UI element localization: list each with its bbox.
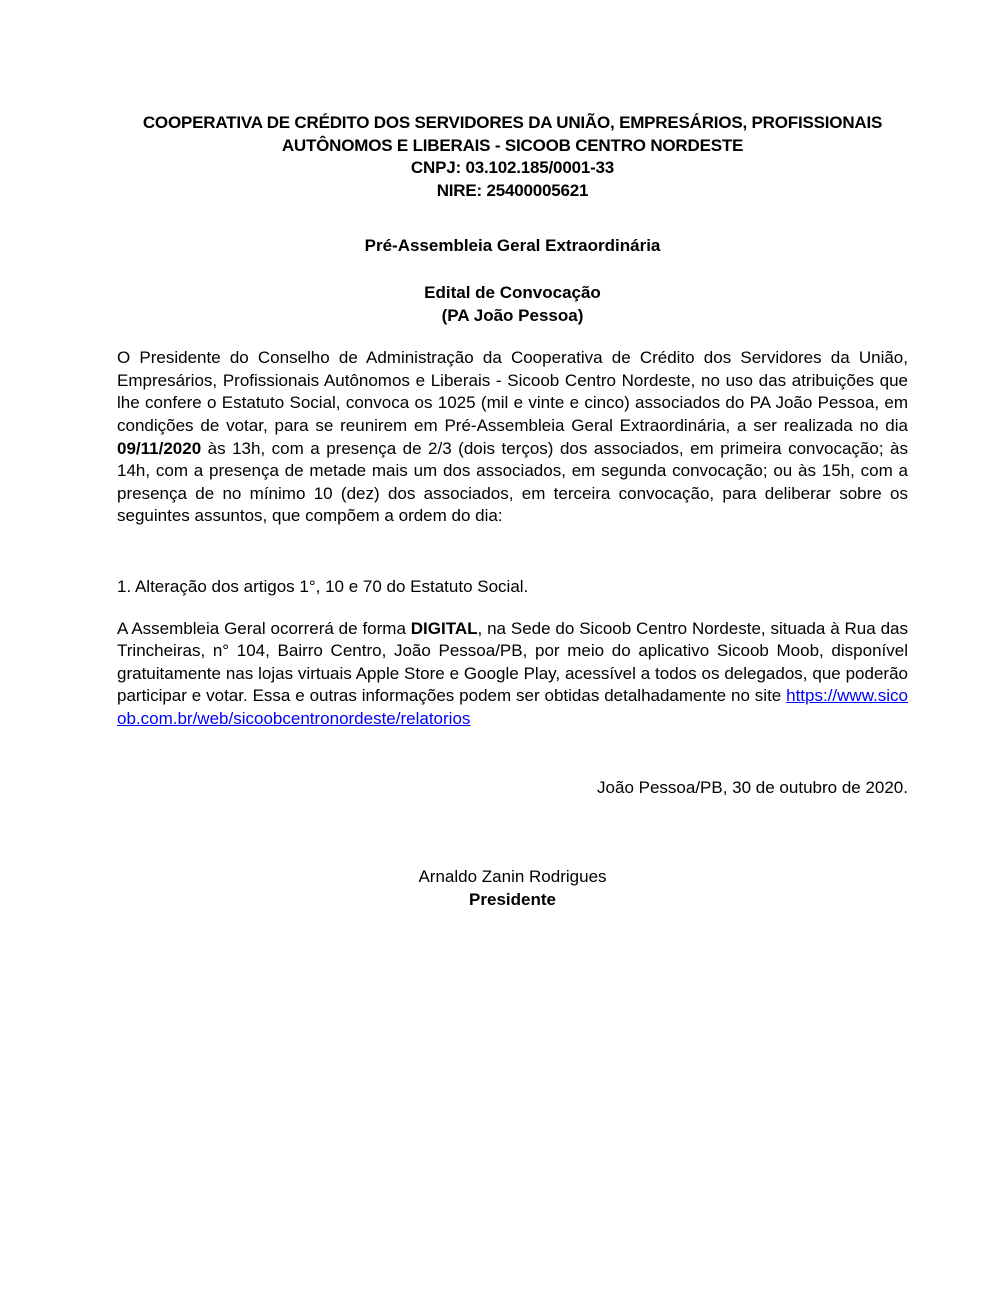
subtitle-edital: Edital de Convocação <box>424 282 601 302</box>
agenda-item-1: 1. Alteração dos artigos 1°, 10 e 70 do Estatuto Social. <box>117 576 529 596</box>
page-title: Pré-Assembleia Geral Extraordinária <box>364 236 661 256</box>
org-cnpj: CNPJ: 03.102.185/0001-33 <box>410 158 615 178</box>
subtitle-block <box>117 282 908 327</box>
paragraph-digital-text-2: , na Sede do Sicoob Centro Nordeste, situada à Rua das Trincheiras, n° 104, Bairro Centro, João Pessoa/PB, por meio do aplicativo Sicoob Moob, disponível gratuitamente nas lojas virtuais Apple Store e Google Play, acessível a todos os delegados, que poderão participar e votar. Essa e outras informações podem ser obtidas detalhadamente no site <box>117 618 908 706</box>
document-header <box>117 112 908 202</box>
org-nire: NIRE: 25400005621 <box>436 180 589 200</box>
paragraph-convocation <box>117 347 908 528</box>
digital-emphasis: DIGITAL <box>410 618 478 638</box>
org-name: COOPERATIVA DE CRÉDITO DOS SERVIDORES DA UNIÃO, EMPRESÁRIOS, PROFISSIONAIS AUTÔNOMOS E LIBERAIS - SICOOB CENTRO NORDESTE <box>142 113 883 155</box>
dateline: João Pessoa/PB, 30 de outubro de 2020. <box>597 778 908 798</box>
signature-name: Arnaldo Zanin Rodrigues <box>418 867 607 887</box>
signature-block <box>117 866 908 911</box>
signature-role: Presidente <box>469 889 556 909</box>
relatorios-link[interactable]: https://www.sicoob.com.br/web/sicoobcentronordeste/relatorios <box>117 686 908 728</box>
paragraph-convocation-text-2: às 13h, com a presença de 2/3 (dois terços) dos associados, em primeira convocação; às 14h, com a presença de metade mais um dos associados, em segunda convocação; ou às 15h, com a presença de no mínimo 10 (dez) dos associados, em terceira convocação, para deliberar sobre os seguintes assuntos, que compõem a ordem do dia: <box>117 438 908 526</box>
meeting-date: 09/11/2020 <box>117 438 202 458</box>
subtitle-pa-joao-pessoa: (PA João Pessoa) <box>441 305 584 325</box>
paragraph-digital-assembly <box>117 618 908 731</box>
paragraph-convocation-text-1: O Presidente do Conselho de Administração da Cooperativa de Crédito dos Servidores da União, Empresários, Profissionais Autônomos e Liberais - Sicoob Centro Nordeste, no uso das atribuições que lhe confere o Estatuto Social, convoca os 1025 (mil e vinte e cinco) associados do PA João Pessoa, em condições de votar, para se reunirem em Pré-Assembleia Geral Extraordinária, a ser realizada no dia <box>117 348 908 435</box>
paragraph-digital-text-1: A Assembleia Geral ocorrerá de forma <box>117 618 411 638</box>
